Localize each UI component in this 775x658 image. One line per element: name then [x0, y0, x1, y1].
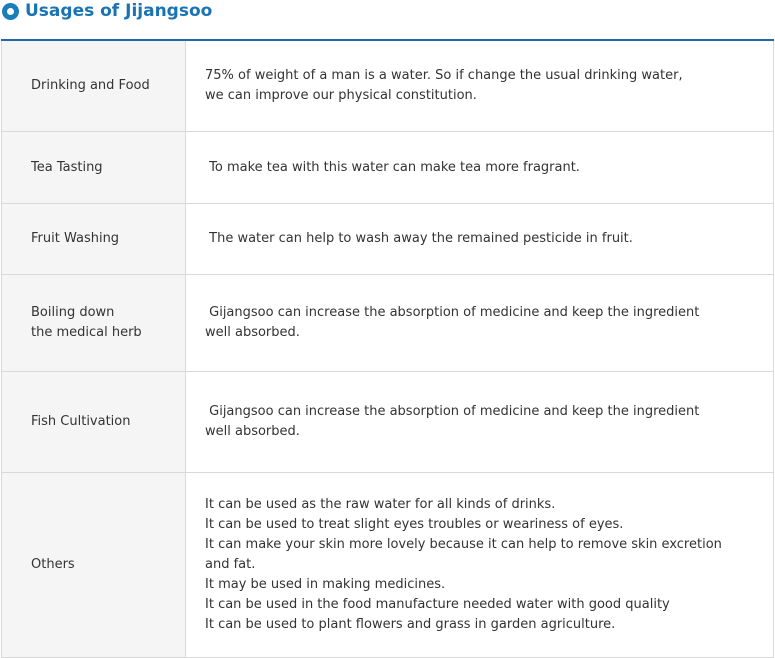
description-line: It can make your skin more lovely because it can help to remove skin excretion: [205, 537, 722, 552]
usage-label: Drinking and Food: [1, 41, 186, 131]
bullet-circle-icon: [2, 3, 19, 20]
description-line: It can be used in the food manufacture needed water with good quality: [205, 597, 670, 612]
usage-description: [186, 132, 774, 203]
description-line: It can be used to plant flowers and grass in garden agriculture.: [205, 617, 616, 632]
usage-description: [186, 275, 774, 371]
description-line: It can be used as the raw water for all kinds of drinks.: [205, 497, 556, 512]
usage-label: Boiling down the medical herb: [1, 275, 186, 371]
table-row: [1, 132, 774, 204]
description-line: and fat.: [205, 557, 256, 572]
usage-label: Fruit Washing: [1, 204, 186, 274]
usage-description: [186, 473, 774, 657]
table-row: [1, 41, 774, 132]
table-row: [1, 275, 774, 372]
table-row: [1, 204, 774, 275]
usage-label: Others: [1, 473, 186, 657]
table-row: [1, 473, 774, 658]
description-line: It can be used to treat slight eyes troubles or weariness of eyes.: [205, 517, 624, 532]
table-row: [1, 372, 774, 473]
section-title: Usages of Jijangsoo: [25, 1, 213, 21]
description-line: well absorbed.: [205, 325, 300, 340]
section-heading: [2, 0, 212, 22]
usages-table: [1, 39, 774, 658]
description-line: The water can help to wash away the remained pesticide in fruit.: [205, 231, 633, 246]
description-line: we can improve our physical constitution.: [205, 88, 477, 103]
description-line: Gijangsoo can increase the absorption of medicine and keep the ingredient: [205, 305, 700, 320]
usage-description: [186, 372, 774, 472]
description-line: Gijangsoo can increase the absorption of medicine and keep the ingredient: [205, 404, 700, 419]
description-line: well absorbed.: [205, 424, 300, 439]
description-line: 75% of weight of a man is a water. So if change the usual drinking water,: [205, 68, 683, 83]
description-line: To make tea with this water can make tea more fragrant.: [205, 159, 580, 175]
description-line: It may be used in making medicines.: [205, 577, 446, 592]
usage-description: [186, 204, 774, 274]
usage-label: Fish Cultivation: [1, 372, 186, 472]
usage-label: Tea Tasting: [1, 132, 186, 203]
usage-description: [186, 41, 774, 131]
